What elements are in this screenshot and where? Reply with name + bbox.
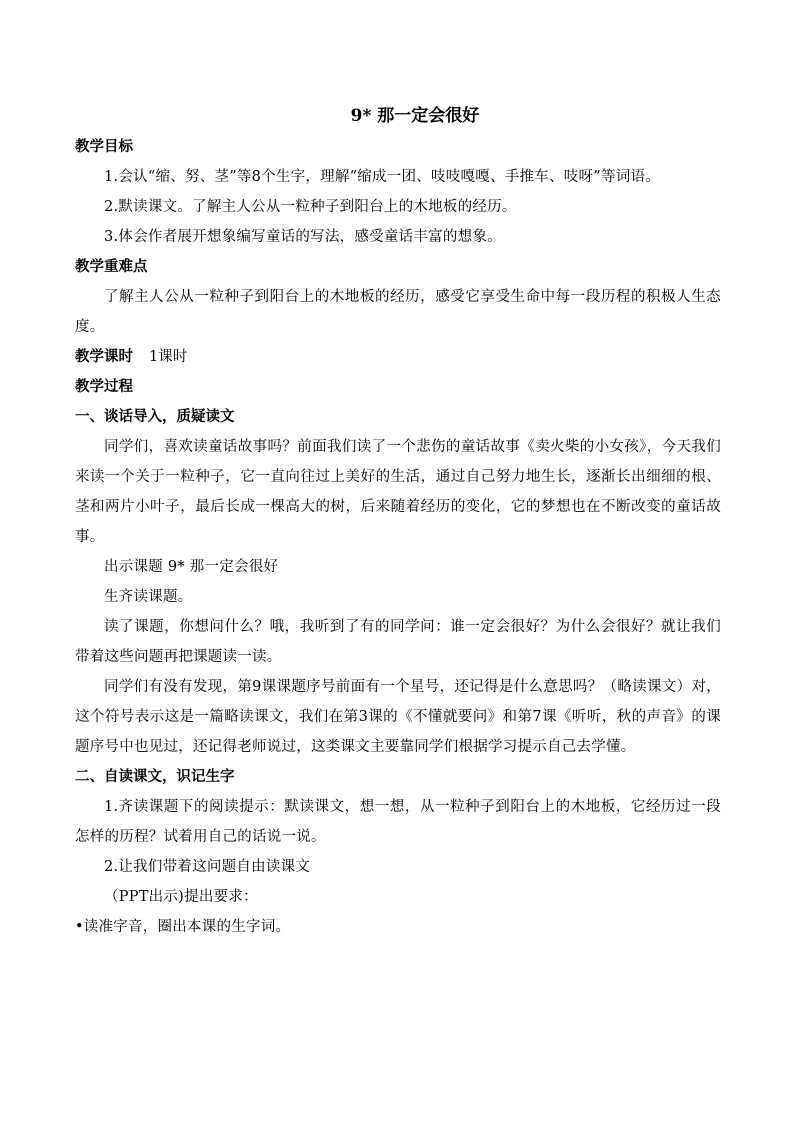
section-2-bullet: •读准字音，圈出本课的生字词。 <box>75 919 291 935</box>
teaching-hours-label: 教学课时 <box>75 349 133 365</box>
goals-heading: 教学目标 <box>75 139 133 155</box>
section-2-paragraph: 2.让我们带着这问题自由读课文 <box>104 859 311 875</box>
goal-item: 2.默读课文。了解主人公从一粒种子到阳台上的木地板的经历。 <box>104 199 517 215</box>
section-2-paragraph: （PPT出示)提出要求： <box>104 889 258 905</box>
process-heading: 教学过程 <box>75 379 133 395</box>
key-points-text: 了解主人公从一粒种子到阳台上的木地板的经历，感受它享受生命中每一段历程的积极人生态度。 <box>75 289 721 335</box>
teaching-hours-line <box>75 342 721 372</box>
section-1-paragraph: 出示课题 9* 那一定会很好 <box>104 559 279 575</box>
section-1-heading: 一、谈话导入，质疑读文 <box>75 409 235 425</box>
section-1-paragraph: 同学们有没有发现，第9课课题序号前面有一个星号，还记得是什么意思吗？（略读课文）对，这个符号表示这是一篇略读课文，我们在第3课的《不懂就要问》和第7课《听听，秋的声音》的课题序号中也见过，还记得老师说过，这类课文主要靠同学们根据学习提示自己去学懂。 <box>75 679 721 755</box>
document-body <box>75 104 721 942</box>
goal-item: 3.体会作者展开想象编写童话的写法，感受童话丰富的想象。 <box>104 229 502 245</box>
section-1-paragraph: 读了课题，你想问什么？哦，我听到了有的同学问：谁一定会很好？为什么会很好？就让我们带着这些问题再把课题读一读。 <box>75 619 721 665</box>
section-1-paragraph: 同学们，喜欢读童话故事吗？前面我们读了一个悲伤的童话故事《卖火柴的小女孩》，今天我们来读一个关于一粒种子，它一直向往过上美好的生活，通过自己努力地生长，逐渐长出细细的根、茎和两片小叶子，最后长成一棵高大的树，后来随着经历的变化，它的梦想也在不断改变的童话故事。 <box>75 439 721 545</box>
goal-item: 1.会认“缩、努、茎”等8个生字，理解“缩成一团、吱吱嘎嘎、手推车、吱呀”等词语。 <box>104 169 660 185</box>
document-title: 9* 那一定会很好 <box>350 106 480 126</box>
section-2-heading: 二、自读课文，识记生字 <box>75 769 235 785</box>
teaching-hours-value: 1课时 <box>149 349 188 365</box>
section-2-paragraph: 1.齐读课题下的阅读提示：默读课文，想一想，从一粒种子到阳台上的木地板，它经历过一段怎样的历程？试着用自己的话说一说。 <box>75 799 721 845</box>
section-1-paragraph: 生齐读课题。 <box>104 589 193 605</box>
key-points-heading: 教学重难点 <box>75 259 148 275</box>
